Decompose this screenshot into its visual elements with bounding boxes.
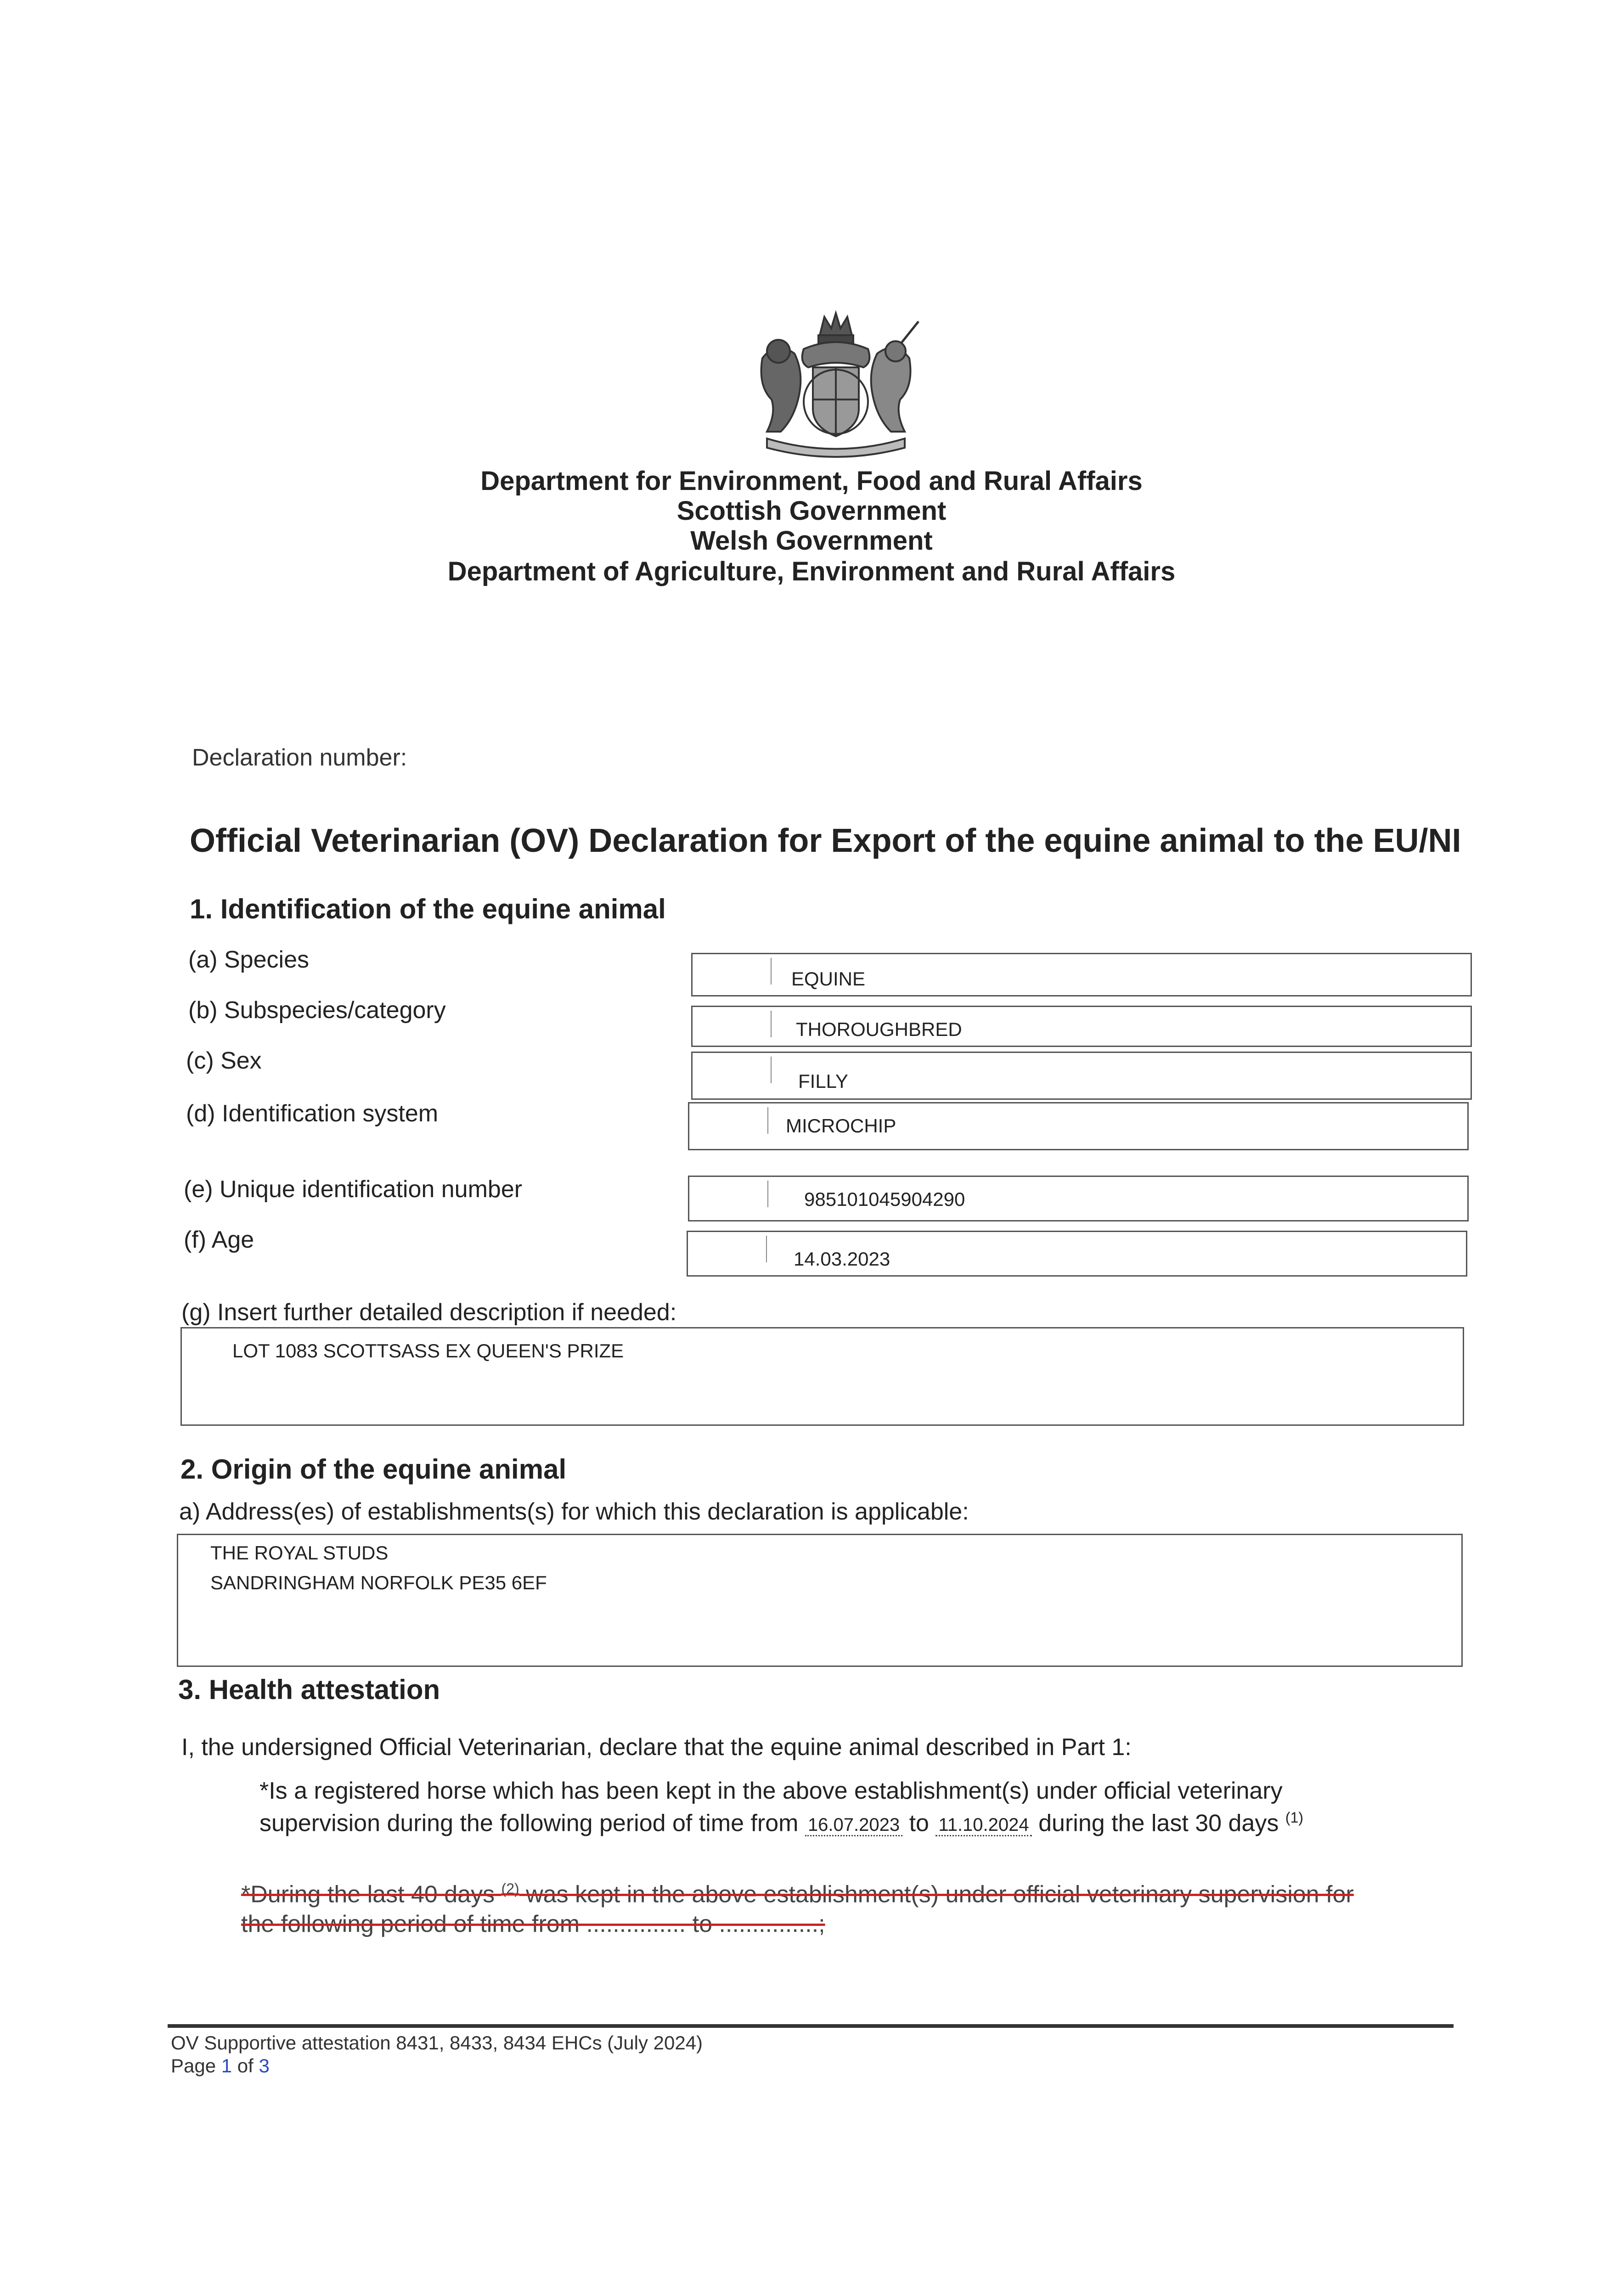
from-date-value: 16.07.2023 bbox=[805, 1815, 902, 1836]
royal-coat-of-arms-icon bbox=[735, 308, 937, 459]
page-word: Page bbox=[171, 2055, 216, 2077]
field-tick bbox=[767, 1107, 768, 1134]
sex-field[interactable] bbox=[691, 1052, 1472, 1100]
department-defra: Department for Environment, Food and Rural Affairs bbox=[480, 466, 1143, 496]
address-label: a) Address(es) of establishments(s) for which this declaration is applicable: bbox=[179, 1498, 969, 1525]
para1-last-days-text: during the last 30 days bbox=[1038, 1810, 1279, 1837]
para2-period-text: the following period of time from ............... to ...............; bbox=[241, 1911, 825, 1937]
footnote-ref-2: (2) bbox=[501, 1880, 519, 1897]
current-page: 1 bbox=[221, 2055, 232, 2077]
field-tick bbox=[767, 1181, 768, 1207]
to-word: to bbox=[909, 1810, 929, 1837]
field-tick bbox=[771, 1057, 772, 1083]
section2-heading: 2. Origin of the equine animal bbox=[180, 1454, 567, 1485]
attestation-para1-line2 bbox=[259, 1809, 1303, 1837]
age-label: (f) Age bbox=[184, 1227, 254, 1253]
further-description-label: (g) Insert further detailed description if needed: bbox=[181, 1299, 677, 1326]
identification-system-label: (d) Identification system bbox=[186, 1100, 439, 1127]
species-label: (a) Species bbox=[188, 946, 309, 973]
footnote-ref-1: (1) bbox=[1285, 1809, 1303, 1826]
para1-period-text: supervision during the following period of time from bbox=[259, 1810, 799, 1837]
address-line-2: SANDRINGHAM NORFOLK PE35 6EF bbox=[210, 1572, 547, 1593]
section1-heading: 1. Identification of the equine animal bbox=[190, 894, 666, 924]
footer-page-number bbox=[171, 2055, 270, 2077]
identification-system-field[interactable] bbox=[688, 1102, 1469, 1150]
age-field[interactable] bbox=[687, 1231, 1467, 1277]
footer-attestation-ref: OV Supportive attestation 8431, 8433, 8434 EHCs (July 2024) bbox=[171, 2032, 703, 2054]
page-title: Official Veterinarian (OV) Declaration for Export of the equine animal to the EU/NI bbox=[190, 822, 1461, 859]
attestation-para2-line1 bbox=[241, 1880, 1354, 1908]
further-description-field[interactable] bbox=[180, 1327, 1464, 1426]
subspecies-field[interactable] bbox=[691, 1006, 1472, 1047]
field-tick bbox=[771, 958, 772, 985]
section3-heading: 3. Health attestation bbox=[178, 1674, 440, 1705]
para2-days-text: *During the last 40 days bbox=[241, 1881, 495, 1908]
address-line-1: THE ROYAL STUDS bbox=[210, 1542, 389, 1564]
unique-id-label: (e) Unique identification number bbox=[184, 1176, 523, 1203]
to-date-value: 11.10.2024 bbox=[935, 1815, 1031, 1836]
age-value: 14.03.2023 bbox=[794, 1248, 890, 1270]
of-word: of bbox=[237, 2055, 254, 2077]
department-welsh-government: Welsh Government bbox=[690, 526, 933, 556]
subspecies-label: (b) Subspecies/category bbox=[188, 997, 446, 1024]
para2-supervision-text: was kept in the above establishment(s) under official veterinary supervision for bbox=[526, 1881, 1354, 1908]
subspecies-value: THOROUGHBRED bbox=[796, 1019, 962, 1040]
species-field[interactable] bbox=[691, 953, 1472, 996]
field-tick bbox=[766, 1236, 767, 1262]
sex-label: (c) Sex bbox=[186, 1047, 262, 1074]
field-tick bbox=[771, 1011, 772, 1037]
attestation-para2-line2 bbox=[241, 1910, 825, 1938]
declaration-number-label: Declaration number: bbox=[192, 744, 407, 771]
attestation-intro: I, the undersigned Official Veterinarian, declare that the equine animal described in Part 1: bbox=[181, 1734, 1132, 1761]
further-description-value: LOT 1083 SCOTTSASS EX QUEEN'S PRIZE bbox=[232, 1340, 624, 1362]
address-field[interactable] bbox=[177, 1534, 1463, 1667]
footer-divider bbox=[168, 2024, 1454, 2028]
unique-id-field[interactable] bbox=[688, 1176, 1469, 1221]
total-pages: 3 bbox=[259, 2055, 270, 2077]
department-daera: Department of Agriculture, Environment and Rural Affairs bbox=[447, 557, 1176, 586]
identification-system-value: MICROCHIP bbox=[786, 1115, 896, 1137]
sex-value: FILLY bbox=[798, 1070, 848, 1092]
department-scottish-government: Scottish Government bbox=[676, 496, 947, 526]
attestation-para1-line1: *Is a registered horse which has been kept in the above establishment(s) under official veterinary bbox=[259, 1778, 1283, 1804]
unique-id-value: 985101045904290 bbox=[804, 1188, 965, 1210]
species-value: EQUINE bbox=[791, 968, 866, 990]
